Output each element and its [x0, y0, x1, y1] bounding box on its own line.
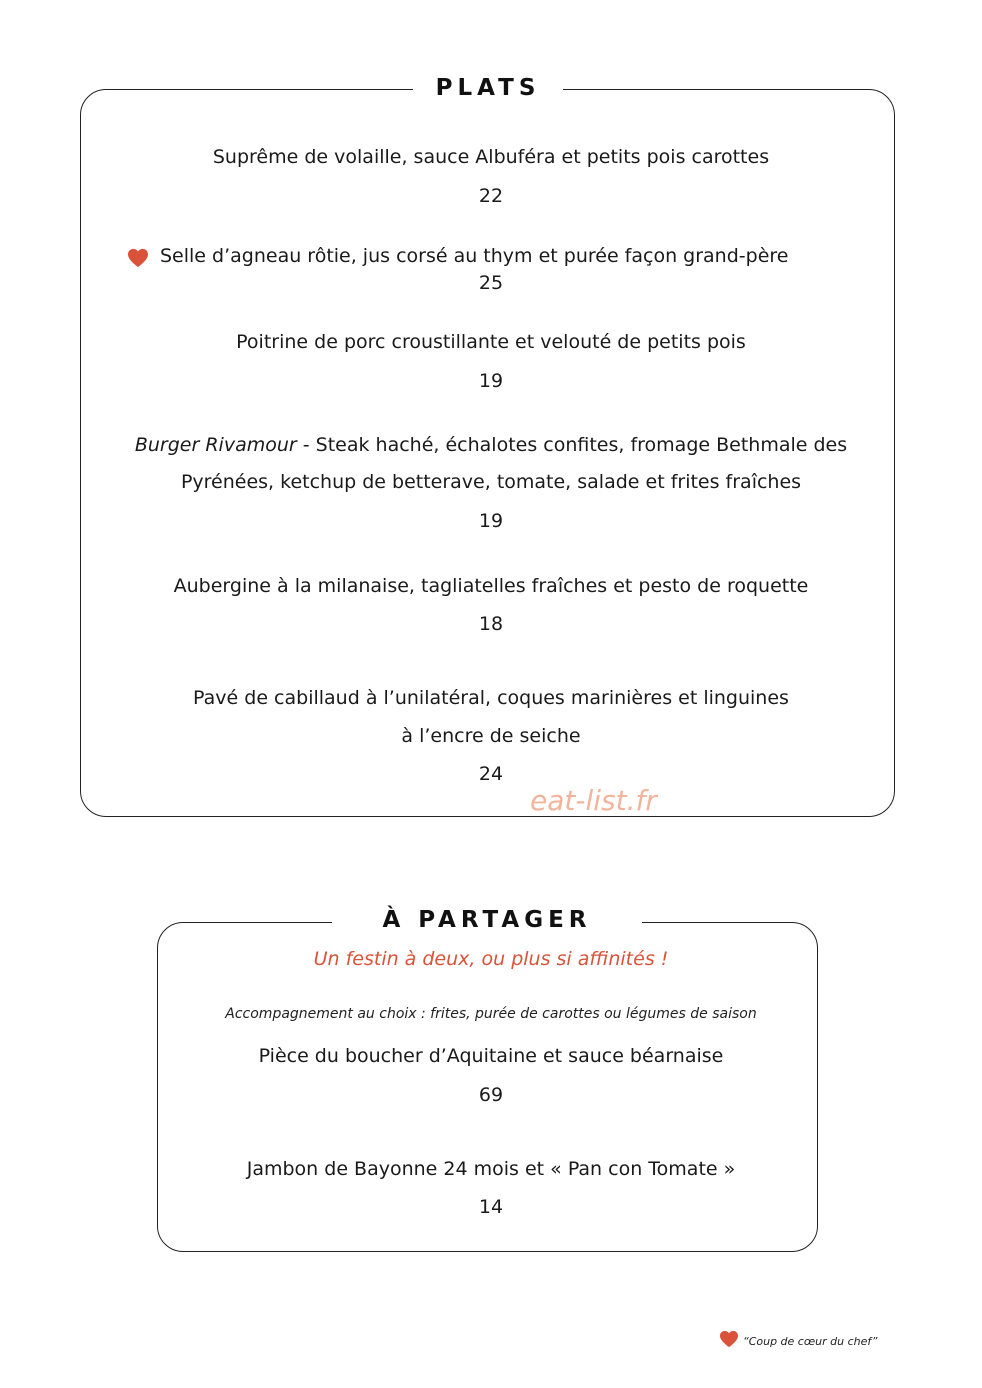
- menu-item-name: Pièce du boucher d’Aquitaine et sauce béarnaise: [258, 1045, 724, 1067]
- menu-item-price: 69: [478, 1084, 504, 1106]
- menu-item-name-line2: Pyrénées, ketchup de betterave, tomate, salade et frites fraîches: [180, 471, 802, 493]
- menu-item-price: 24: [478, 763, 504, 785]
- partager-heading: À PARTAGER: [332, 904, 642, 936]
- menu-item-name-line2: à l’encre de seiche: [401, 725, 581, 747]
- menu-item-price: 18: [478, 613, 504, 635]
- side-dish-note: Accompagnement au choix : frites, purée de carottes ou légumes de saison: [225, 1006, 757, 1022]
- menu-item-name: Selle d’agneau rôtie, jus corsé au thym et purée façon grand-père: [160, 245, 789, 267]
- plats-heading: PLATS: [413, 72, 563, 104]
- heart-icon: [719, 1330, 739, 1352]
- menu-item-name: Suprême de volaille, sauce Albuféra et petits pois carottes: [212, 146, 770, 168]
- legend: [719, 1330, 877, 1352]
- menu-item-name-italic: Burger Rivamour: [134, 434, 297, 456]
- menu-item-price: 14: [478, 1196, 504, 1218]
- watermark: eat-list.fr: [530, 784, 657, 817]
- menu-item-name: Pavé de cabillaud à l’unilatéral, coques marinières et linguines: [193, 687, 789, 709]
- heart-icon: [127, 248, 149, 272]
- menu-item-price: 19: [478, 510, 504, 532]
- legend-text: “Coup de cœur du chef”: [743, 1334, 878, 1348]
- menu-item-price: 25: [478, 272, 504, 294]
- menu-item-price: 19: [478, 370, 504, 392]
- partager-tagline: Un festin à deux, ou plus si affinités !: [313, 948, 669, 970]
- menu-item-name: [0, 434, 982, 456]
- menu-item-price: 22: [478, 185, 504, 207]
- menu-item-name-rest: - Steak haché, échalotes confites, fromage Bethmale des: [296, 434, 848, 456]
- menu-item-name: Poitrine de porc croustillante et velouté de petits pois: [236, 331, 746, 353]
- menu-item-name: Jambon de Bayonne 24 mois et « Pan con Tomate »: [246, 1158, 736, 1180]
- menu-item-name: Aubergine à la milanaise, tagliatelles fraîches et pesto de roquette: [173, 575, 809, 597]
